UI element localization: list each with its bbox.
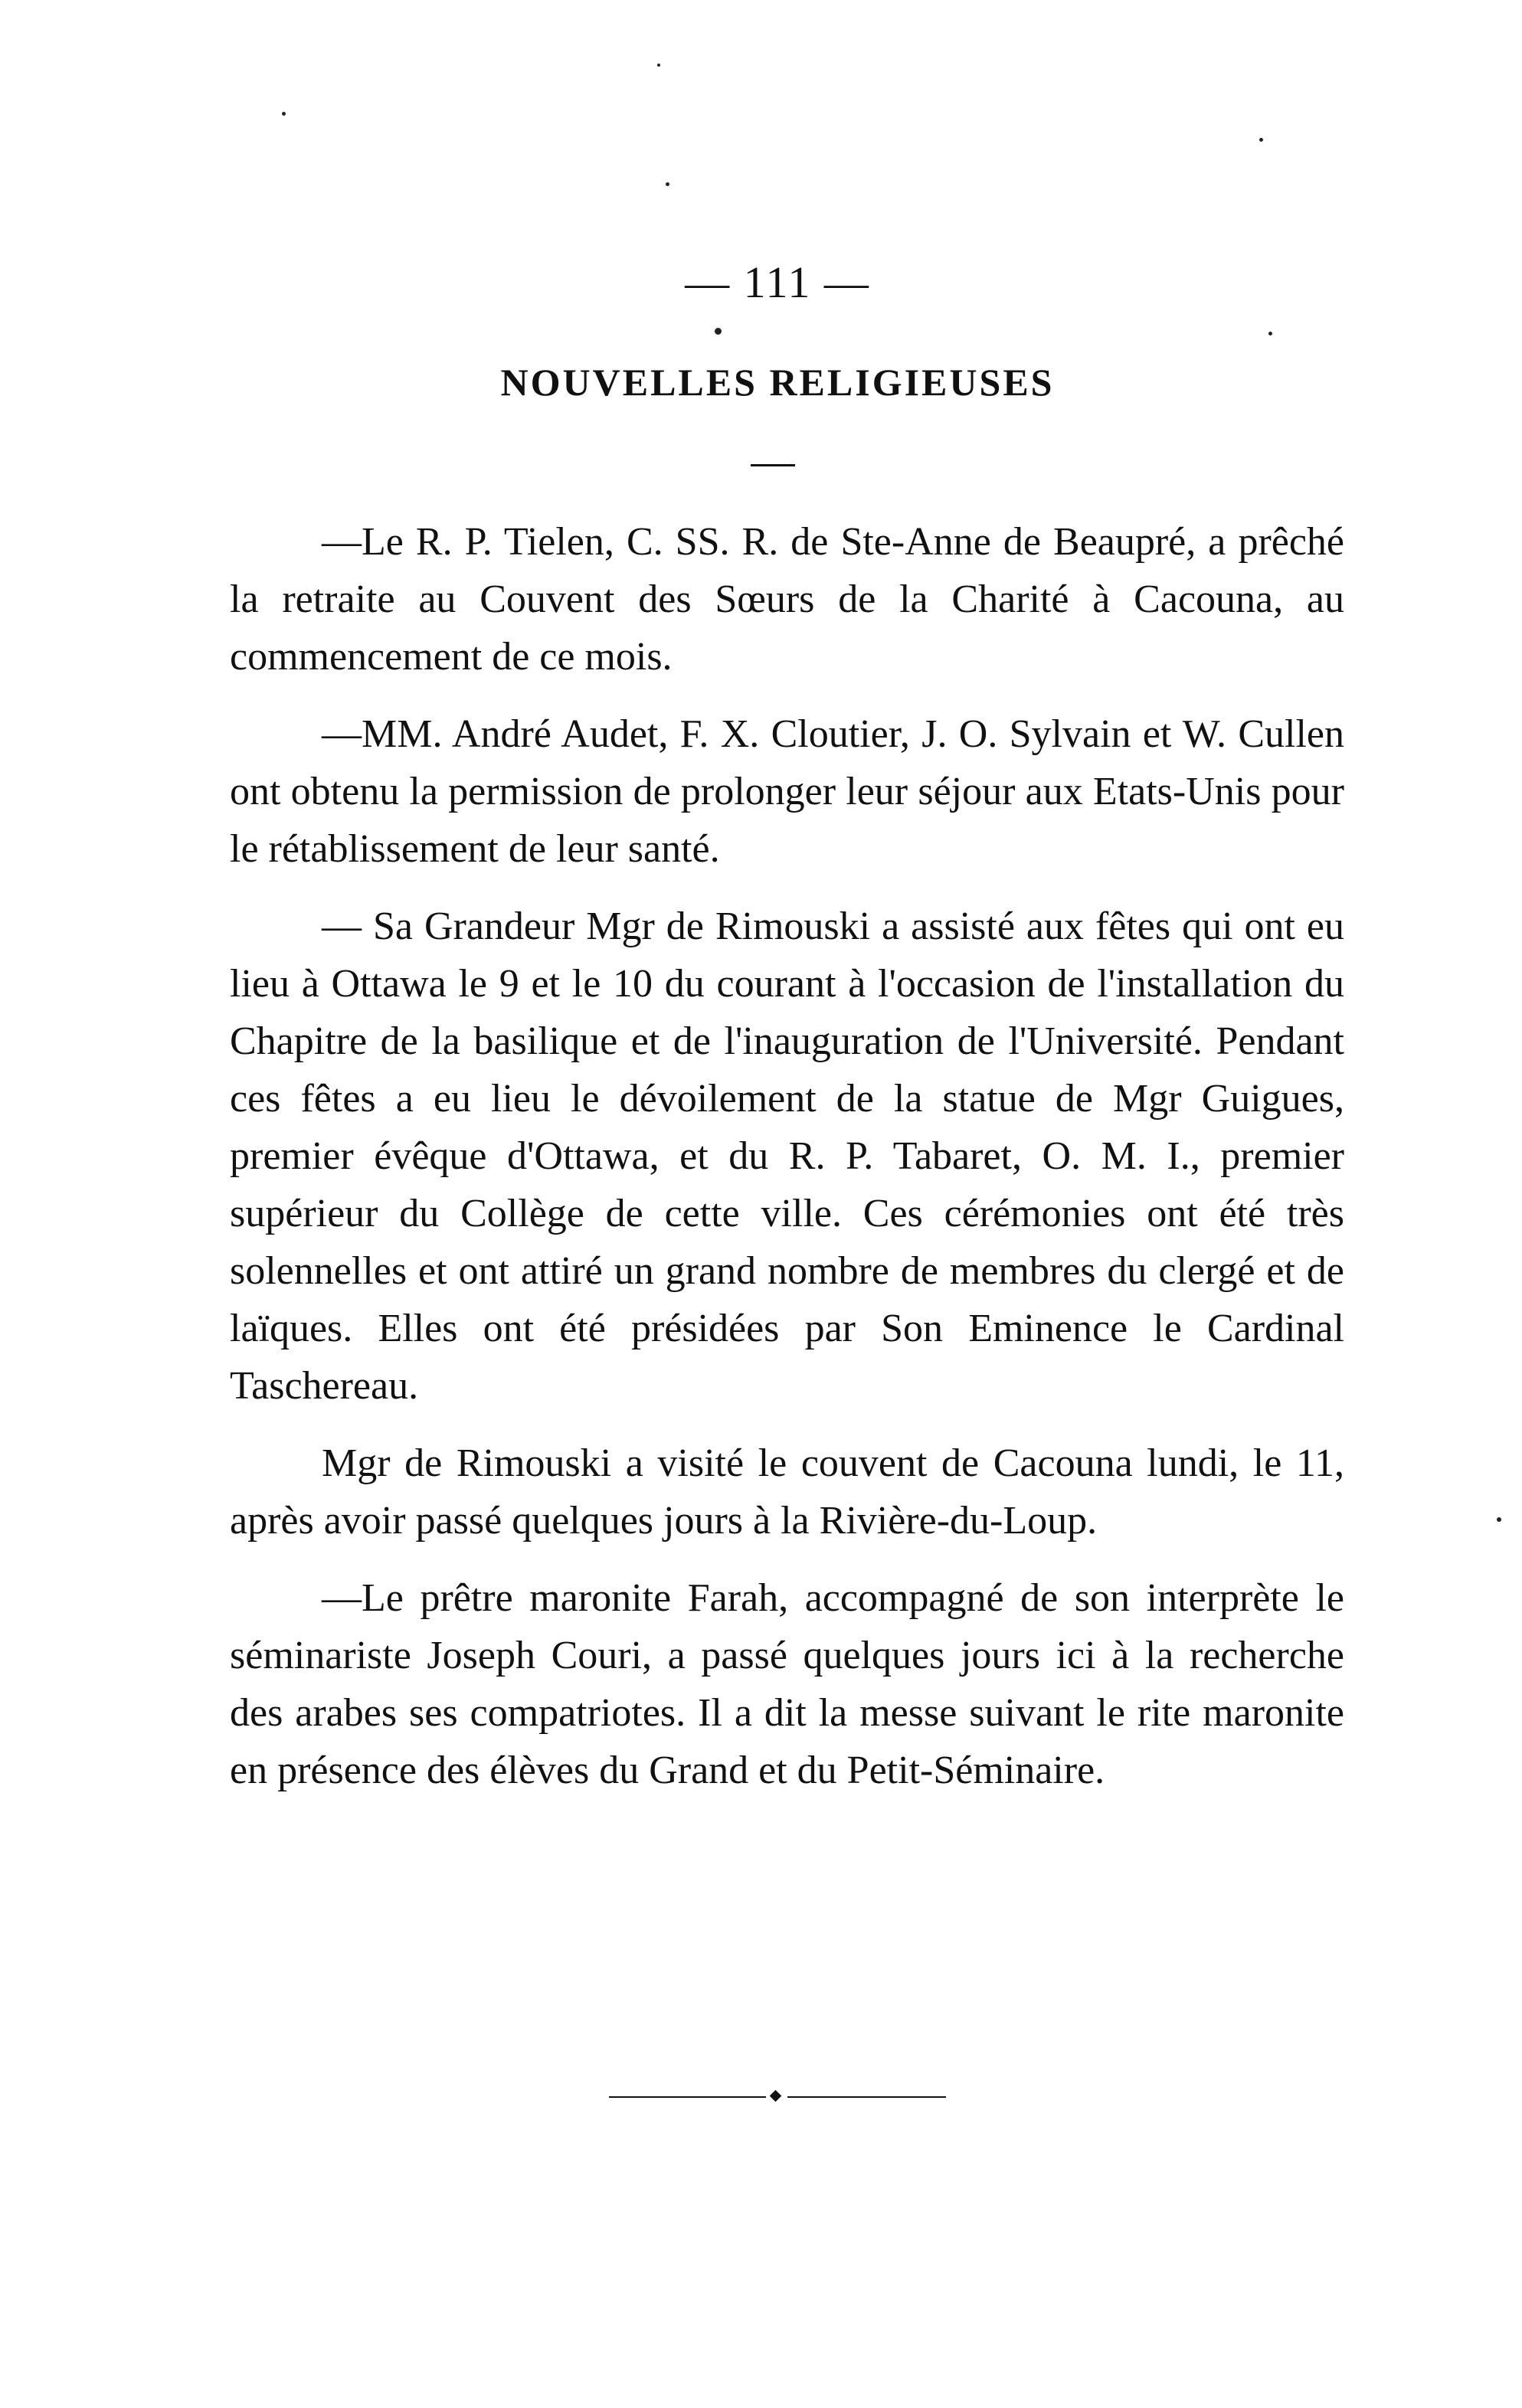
- ornament-line-right: [787, 2096, 946, 2098]
- paragraph: Mgr de Rimouski a visité le couvent de Cacouna lundi, le 11, après avoir passé quelques jours à la Rivière-du-Loup.: [230, 1441, 1344, 1543]
- diamond-icon: [770, 2090, 782, 2102]
- paper-speck: [666, 182, 669, 186]
- paper-speck: [1268, 332, 1272, 335]
- title-rule: [751, 464, 795, 466]
- ornament-line-left: [609, 2096, 766, 2098]
- paper-speck: [1259, 138, 1263, 142]
- paragraph: —Le R. P. Tielen, C. SS. R. de Ste-Anne de Beaupré, a prêché la retraite au Couvent des Sœurs de la Charité à Cacouna, au commencement de ce mois.: [230, 520, 1344, 679]
- paragraph: — Sa Grandeur Mgr de Rimouski a assisté aux fêtes qui ont eu lieu à Ottawa le 9 et le 10 du courant à l'occasion de l'installation du Chapitre de la basilique et de l'inauguration de l'Université. Pendant ces fêtes a eu lieu le dévoilement de la statue de Mgr Guigues, premier évêque d'Ottawa, et du R. P. Tabaret, O. M. I., premier supérieur du Collège de cette ville. Ces cérémonies ont été très solennelles et ont attiré un grand nombre de membres du clergé et de laïques. Elles ont été présidées par Son Eminence le Cardinal Taschereau.: [230, 905, 1344, 1408]
- paper-speck: [715, 328, 722, 335]
- paragraph: —MM. André Audet, F. X. Cloutier, J. O. Sylvain et W. Cullen ont obtenu la permission de prolonger leur séjour aux Etats-Unis pour le rétablissement de leur santé.: [230, 712, 1344, 871]
- paragraph: —Le prêtre maronite Farah, accompagné de son interprète le séminariste Joseph Couri, a passé quelques jours ici à la recherche des arabes ses compatriotes. Il a dit la messe suivant le rite maronite en présence des élèves du Grand et du Petit-Séminaire.: [230, 1576, 1344, 1792]
- paper-speck: [657, 64, 660, 67]
- paper-speck: [282, 112, 286, 116]
- paper-speck: [1497, 1517, 1501, 1522]
- end-ornament: [609, 2091, 946, 2103]
- article-body: [230, 513, 1344, 1819]
- page-number: — 111 —: [685, 257, 870, 307]
- section-title: NOUVELLES RELIGIEUSES: [500, 361, 1055, 404]
